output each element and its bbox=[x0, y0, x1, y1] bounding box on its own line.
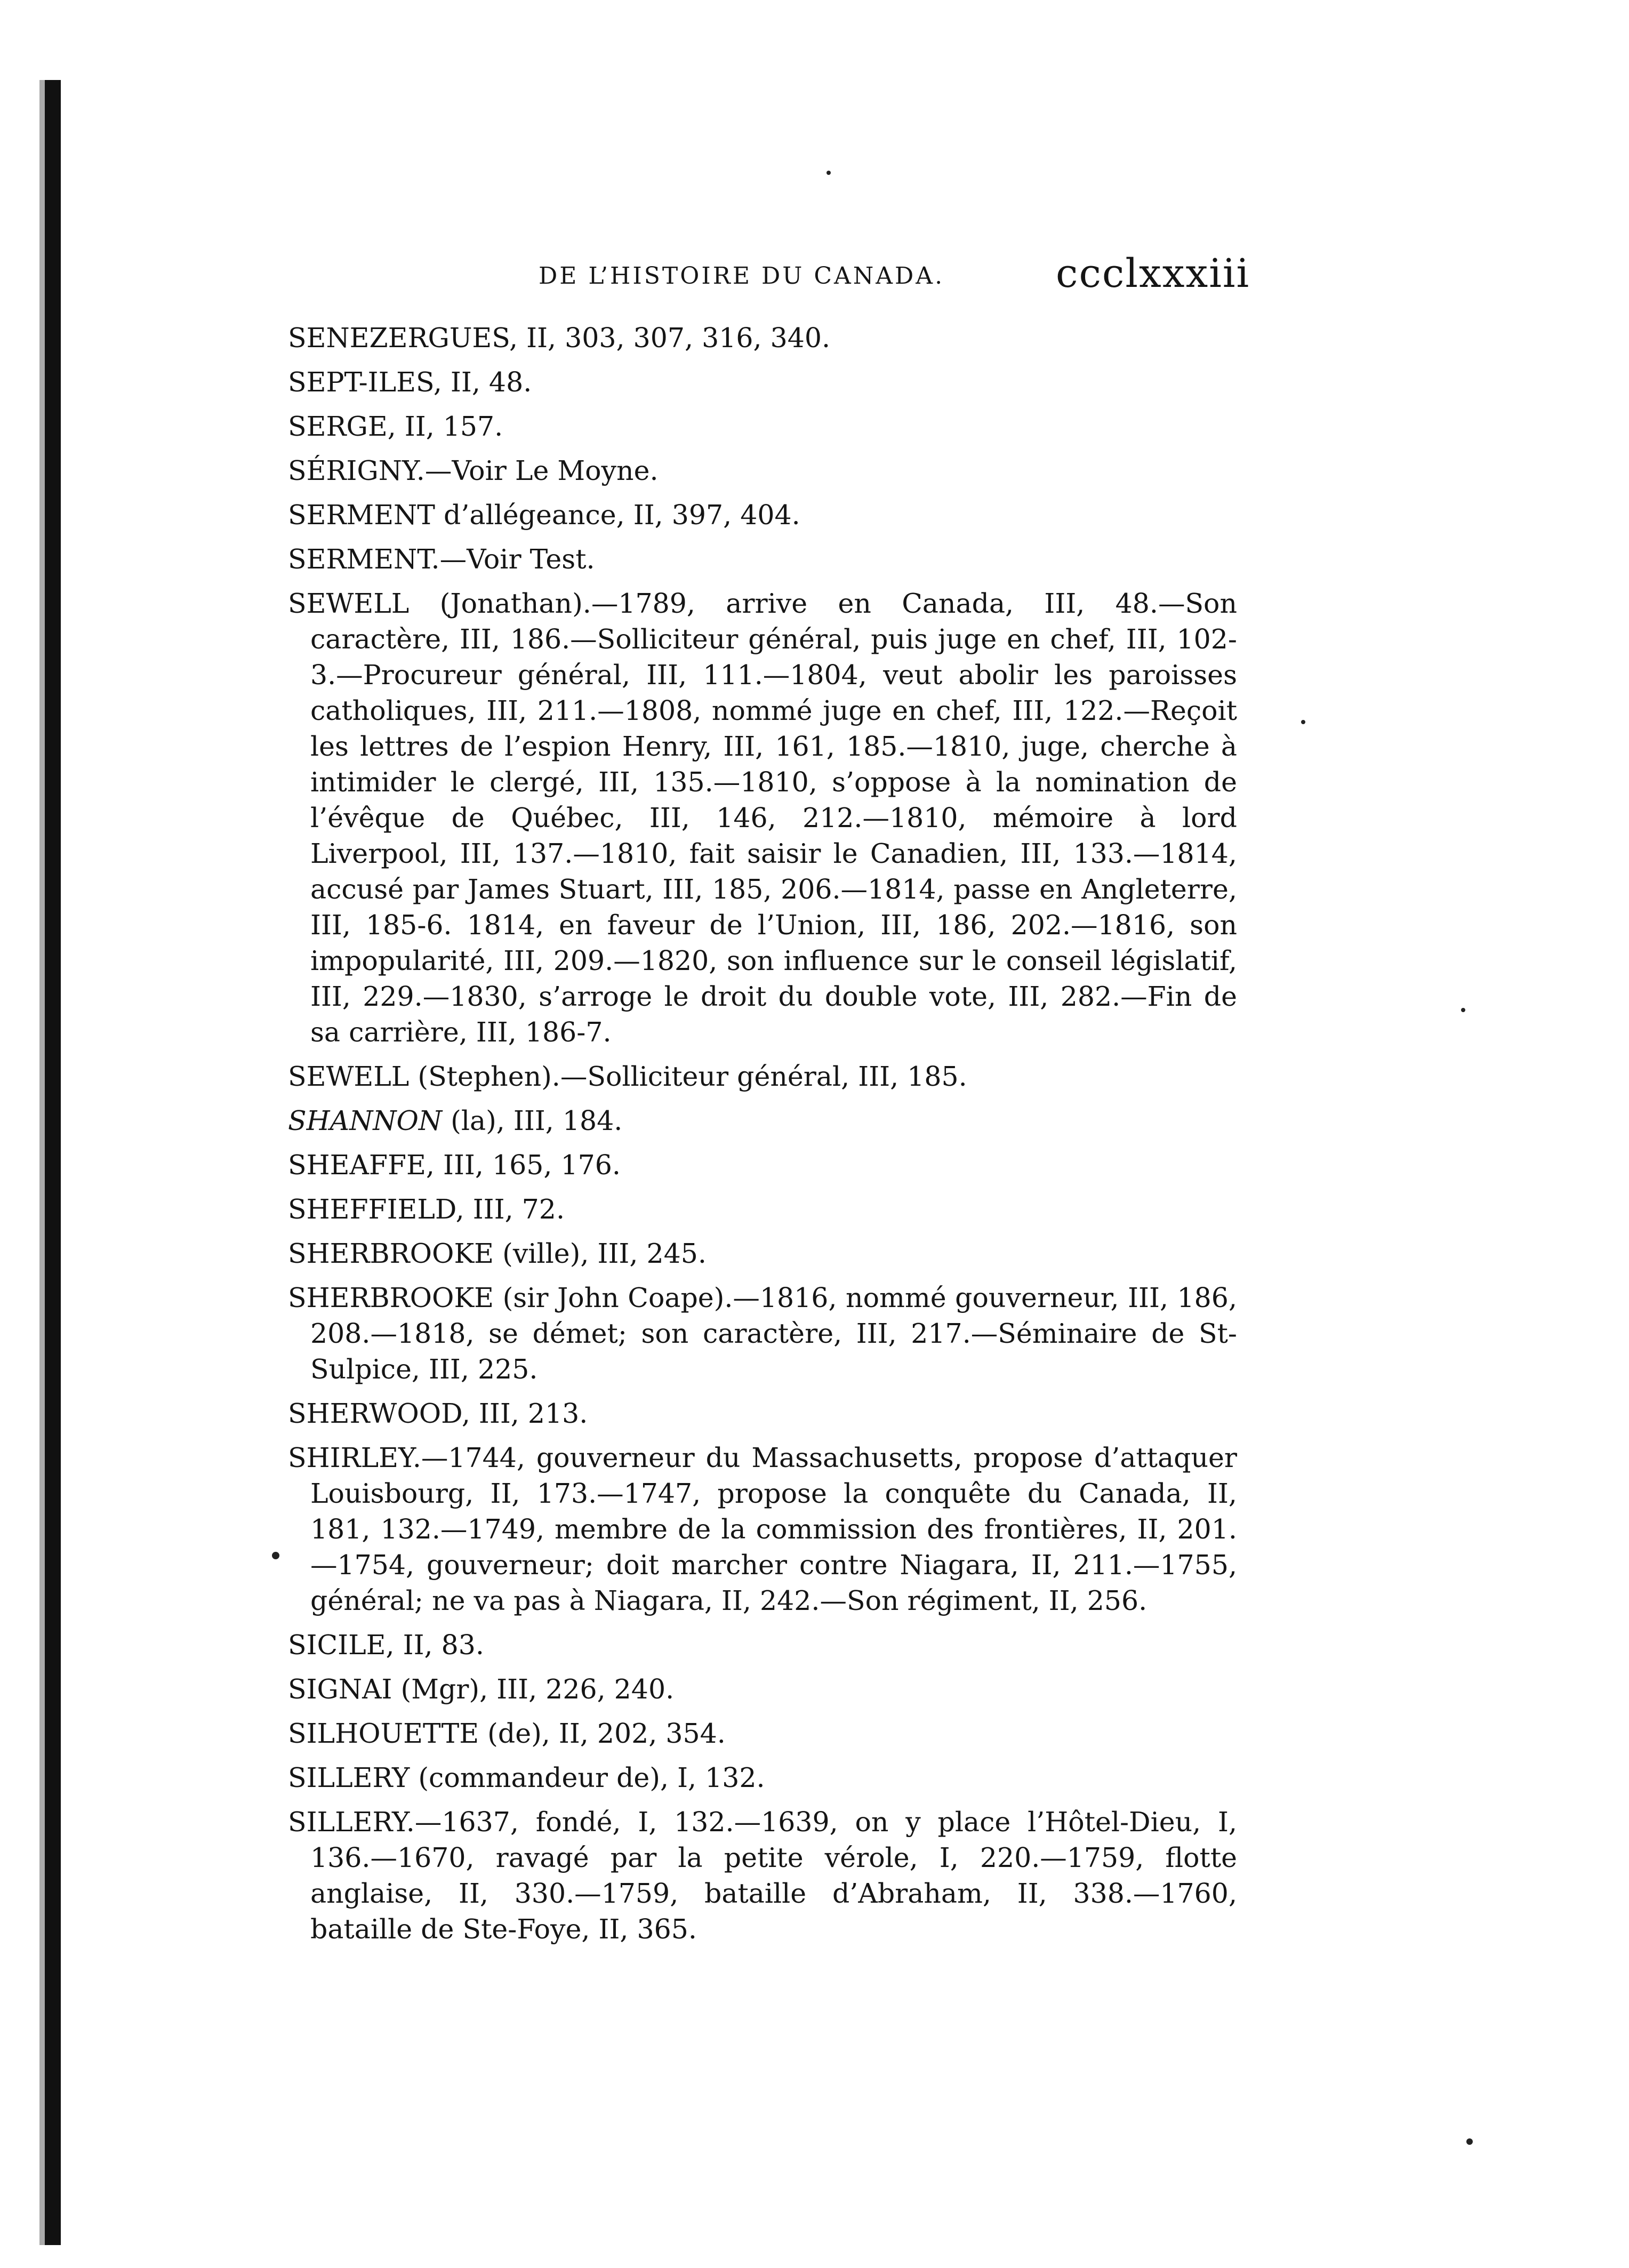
entry-heading: SÉRIGNY bbox=[288, 455, 416, 486]
entry-references: (sir John Coape).—1816, nommé gouverneur, III, 186, 208.—1818, se démet; son caractère, III, 217.—Séminaire de St-Sulpice, III, 225. bbox=[310, 1282, 1237, 1385]
index-entry bbox=[288, 1627, 1237, 1663]
entry-heading: SEWELL bbox=[288, 588, 410, 619]
index-entry bbox=[288, 320, 1237, 356]
index-entry bbox=[288, 1396, 1237, 1431]
entry-heading: SILHOUETTE bbox=[288, 1718, 479, 1749]
print-speck bbox=[1461, 1008, 1465, 1012]
index-entry bbox=[288, 1103, 1237, 1139]
entry-heading: SHEFFIELD bbox=[288, 1193, 456, 1225]
index-entry bbox=[288, 453, 1237, 488]
index-entry bbox=[288, 364, 1237, 400]
entry-heading: SILLERY bbox=[288, 1806, 406, 1838]
entry-references: , III, 72. bbox=[455, 1193, 565, 1225]
index-entry bbox=[288, 1147, 1237, 1183]
entry-heading: SERGE bbox=[288, 411, 388, 442]
entry-references: .—1744, gouverneur du Massachusetts, propose d’attaquer Louisbourg, II, 173.—1747, propose la conquête du Canada, II, 181, 132.—1749, membre de la commission des frontières, II, 201.—1754, gouverneur; doit marcher contre Niagara, II, 211.—1755, général; ne va pas à Niagara, II, 242.—Son régiment, II, 256. bbox=[310, 1442, 1237, 1616]
entry-references: (la), III, 184. bbox=[442, 1105, 623, 1136]
entry-references: , II, 303, 307, 316, 340. bbox=[509, 322, 831, 354]
entry-references: (commandeur de), I, 132. bbox=[410, 1762, 765, 1793]
entry-heading: SICILE bbox=[288, 1629, 386, 1661]
entry-heading: SEPT-ILES bbox=[288, 366, 434, 398]
index-entry bbox=[288, 1280, 1237, 1387]
index-entry bbox=[288, 1191, 1237, 1227]
entry-heading: SHEAFFE bbox=[288, 1149, 426, 1181]
entry-heading: SERMENT bbox=[288, 499, 435, 531]
index-entry bbox=[288, 497, 1237, 533]
entry-heading: SHANNON bbox=[288, 1105, 443, 1136]
entry-references: .—Voir Test. bbox=[431, 543, 595, 575]
index-entry bbox=[288, 541, 1237, 577]
entry-references: , III, 213. bbox=[461, 1398, 588, 1429]
binding-edge bbox=[45, 80, 61, 2245]
entry-heading: SHERBROOKE bbox=[288, 1238, 494, 1269]
entry-references: , II, 48. bbox=[433, 366, 532, 398]
index-entry bbox=[288, 1760, 1237, 1796]
entry-references: , II, 157. bbox=[387, 411, 503, 442]
index-entry bbox=[288, 1440, 1237, 1618]
running-title: DE L’HISTOIRE DU CANADA. bbox=[539, 262, 945, 290]
entry-references: d’allégeance, II, 397, 404. bbox=[435, 499, 800, 531]
entry-references: (ville), III, 245. bbox=[494, 1238, 707, 1269]
entry-heading: SHERBROOKE bbox=[288, 1282, 494, 1313]
entry-references: .—Voir Le Moyne. bbox=[416, 455, 659, 486]
index-entries bbox=[288, 320, 1237, 1956]
entry-references: , II, 83. bbox=[386, 1629, 484, 1661]
entry-heading: SEWELL bbox=[288, 1061, 410, 1092]
entry-heading: SHERWOOD bbox=[288, 1398, 462, 1429]
entry-heading: SERMENT bbox=[288, 543, 431, 575]
entry-references: .—1637, fondé, I, 132.—1639, on y place l’Hôtel-Dieu, I, 136.—1670, ravagé par la petite vérole, I, 220.—1759, flotte anglaise, II, 330.—1759, bataille d’Abraham, II, 338.—1760, bataille de Ste-Foye, II, 365. bbox=[310, 1806, 1237, 1945]
entry-references: (Jonathan).—1789, arrive en Canada, III, 48.—Son caractère, III, 186.—Solliciteur général, puis juge en chef, III, 102-3.—Procureur général, III, 111.—1804, veut abolir les paroisses catholiques, III, 211.—1808, nommé juge en chef, III, 122.—Reçoit les lettres de l’espion Henry, III, 161, 185.—1810, juge, cherche à intimider le clergé, III, 135.—1810, s’oppose à la nomination de l’évêque de Québec, III, 146, 212.—1810, mémoire à lord Liverpool, III, 137.—1810, fait saisir le Canadien, III, 133.—1814, accusé par James Stuart, III, 185, 206.—1814, passe en Angleterre, III, 185-6. 1814, en faveur de l’Union, III, 186, 202.—1816, son impopularité, III, 209.—1820, son influence sur le conseil législatif, III, 229.—1830, s’arroge le droit du double vote, III, 282.—Fin de sa carrière, III, 186-7. bbox=[310, 588, 1237, 1048]
entry-references: (de), II, 202, 354. bbox=[479, 1718, 726, 1749]
index-entry bbox=[288, 1059, 1237, 1094]
print-speck bbox=[826, 171, 831, 175]
index-entry bbox=[288, 1716, 1237, 1751]
print-speck bbox=[272, 1552, 279, 1559]
page-header bbox=[0, 250, 1629, 298]
print-speck bbox=[1301, 720, 1305, 724]
entry-heading: SENEZERGUES bbox=[288, 322, 510, 354]
entry-heading: SILLERY bbox=[288, 1762, 410, 1793]
entry-references: (Mgr), III, 226, 240. bbox=[392, 1673, 675, 1705]
index-entry bbox=[288, 1236, 1237, 1271]
entry-references: (Stephen).—Solliciteur général, III, 185. bbox=[409, 1061, 967, 1092]
page-number: ccclxxxiii bbox=[1056, 251, 1250, 296]
entry-heading: SIGNAI bbox=[288, 1673, 392, 1705]
index-entry bbox=[288, 586, 1237, 1050]
index-entry bbox=[288, 1671, 1237, 1707]
entry-heading: SHIRLEY bbox=[288, 1442, 413, 1473]
print-speck bbox=[1466, 2138, 1473, 2145]
index-entry bbox=[288, 408, 1237, 444]
index-entry bbox=[288, 1804, 1237, 1947]
entry-references: , III, 165, 176. bbox=[426, 1149, 621, 1181]
